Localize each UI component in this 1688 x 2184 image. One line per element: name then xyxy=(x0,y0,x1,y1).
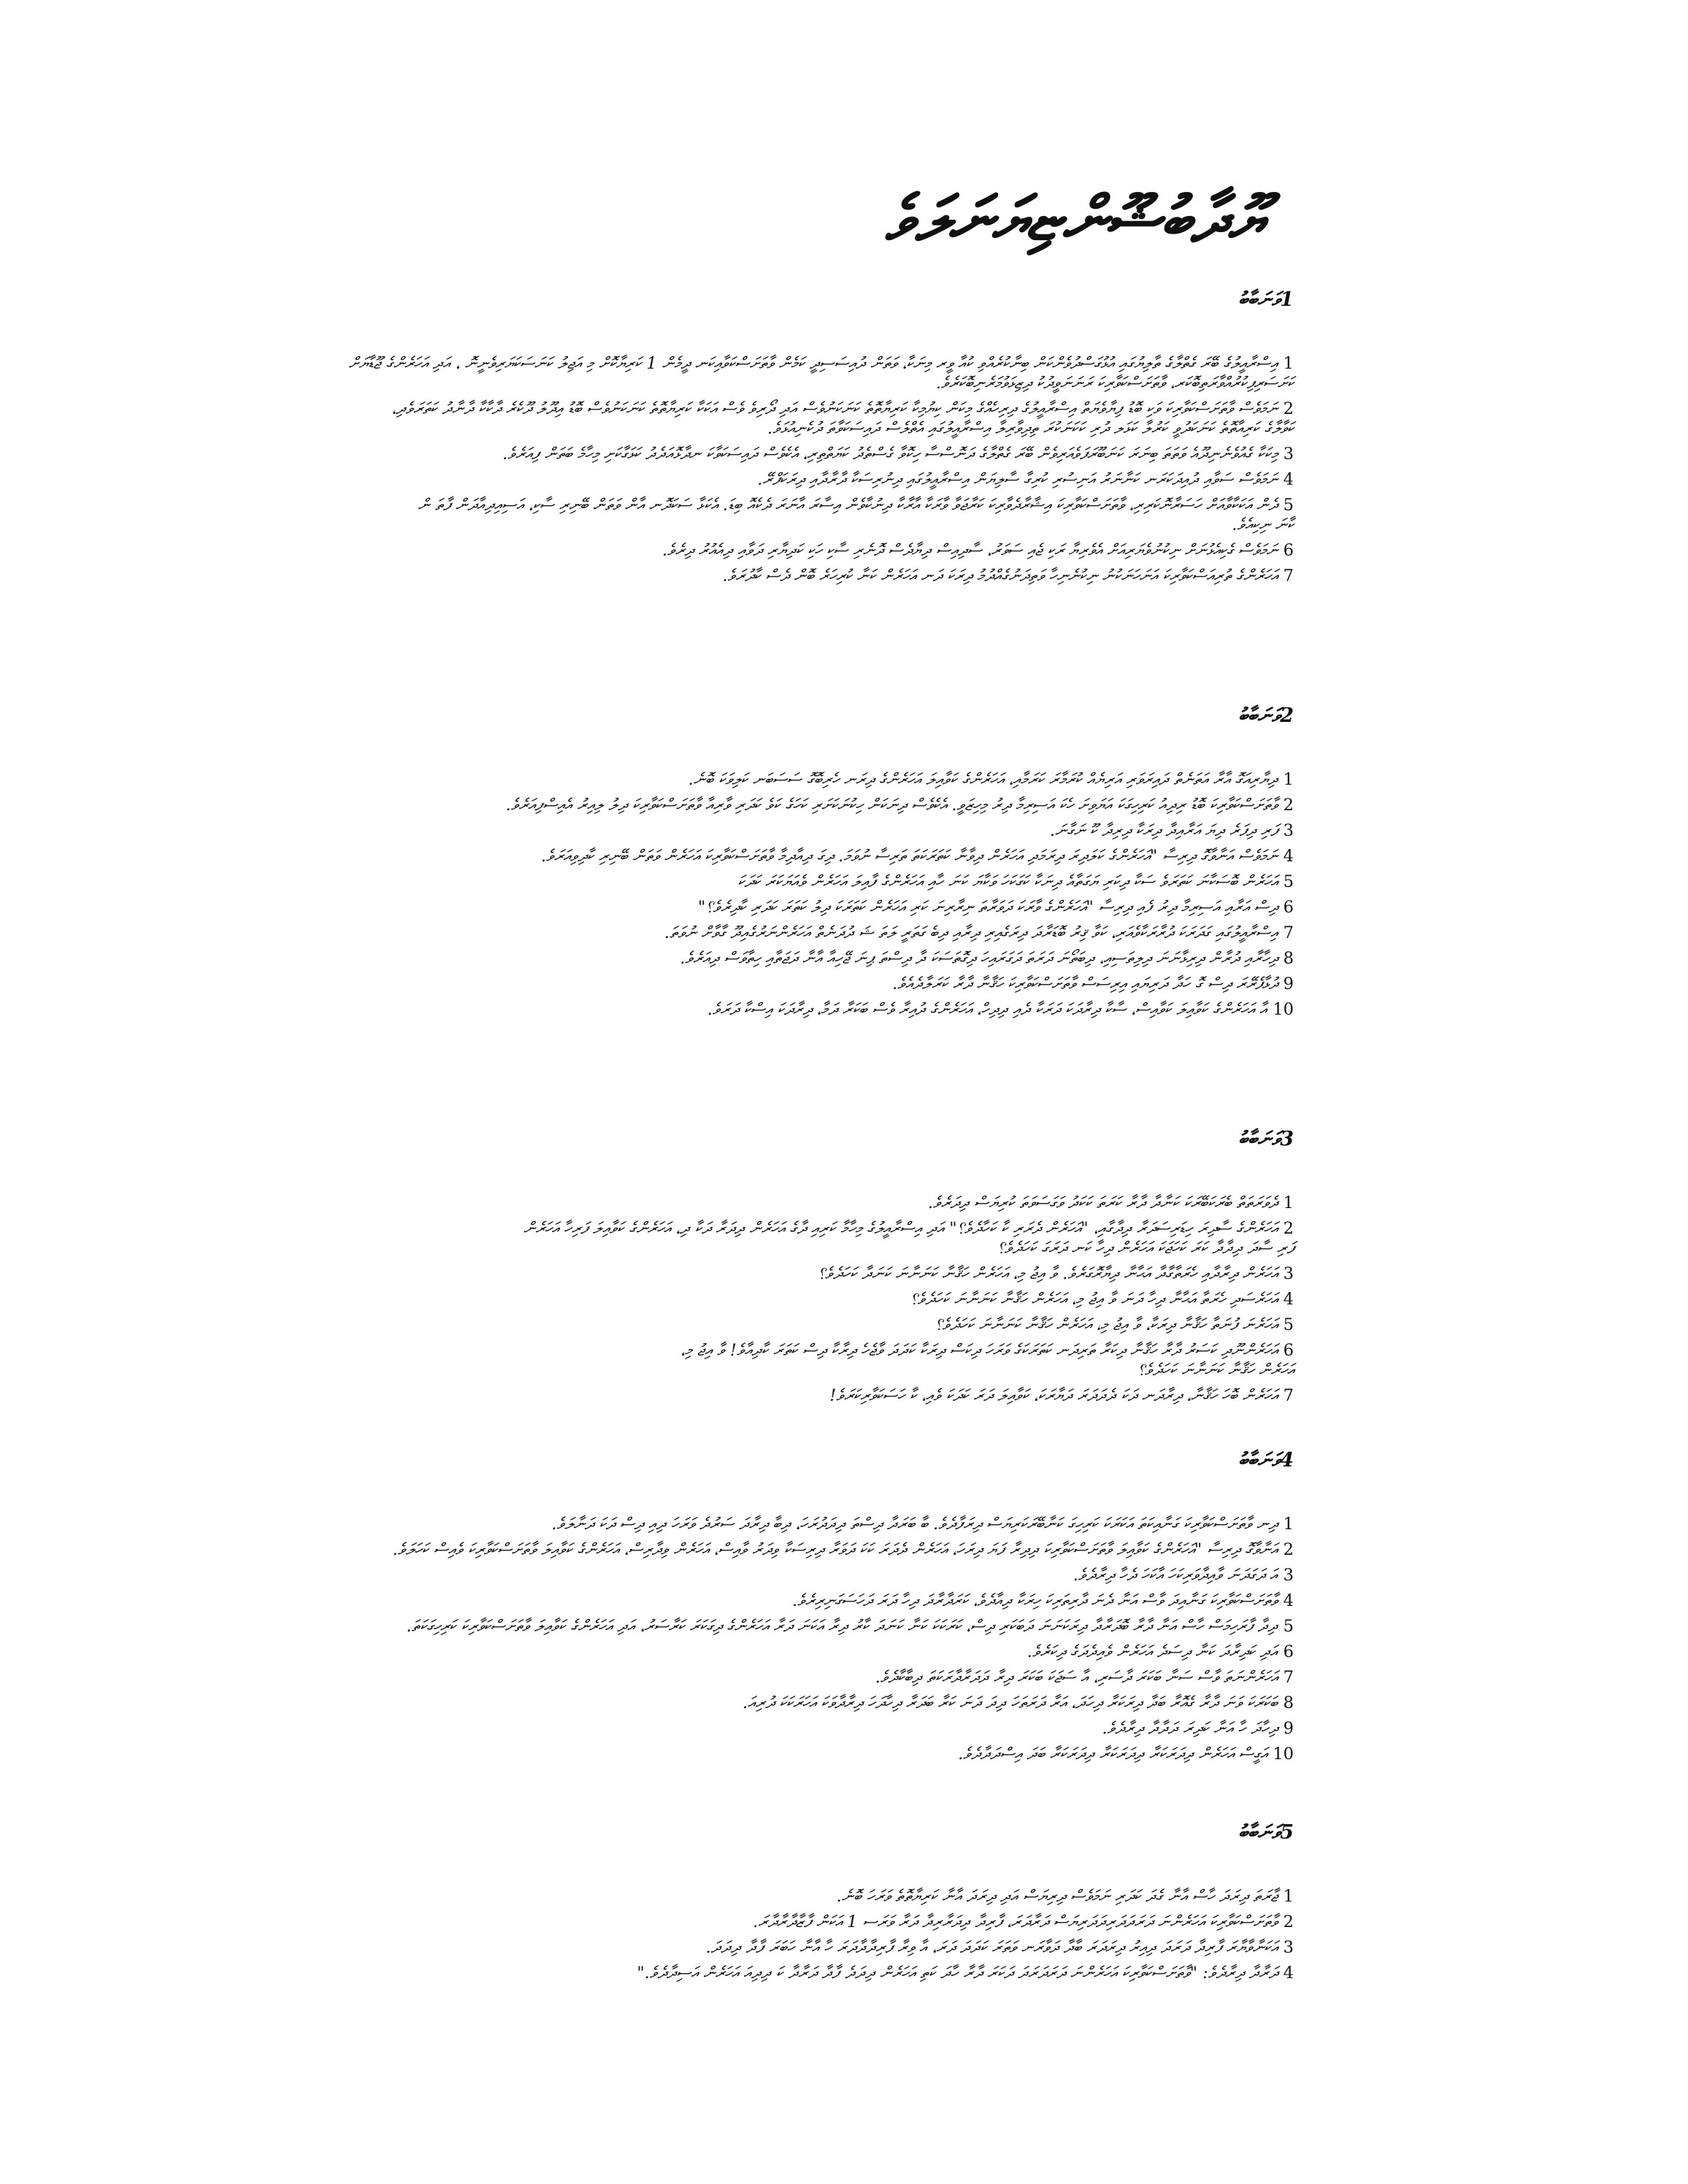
verse xyxy=(126,1515,1294,1534)
verse-number: 2 xyxy=(1283,796,1294,815)
verse-number: 2 xyxy=(1283,399,1294,418)
verse xyxy=(126,1642,1294,1662)
verse xyxy=(126,541,1294,561)
verse-number: 3 xyxy=(1283,1938,1294,1957)
verse-text: އަގީސް އަހަރެން ދިދަރަކަރާ ދިދަރަކަރާ ދިދަރަކަރާ ބަދަ އިސްދަދާދެވެ. xyxy=(958,1745,1267,1764)
verse-continuation: ކަށަސަރިފިކުރުއްވާރަތިބޮކަރ، ވާތަށަސްކަވާރިކަ ރަނަނަވީދުކު ދިޒިޅަވުމަރެނިބޮކަރެވެ. xyxy=(935,374,1294,393)
verse-continuation: ފަރި ސާދަ ދިދާދާ ކަރަ ކަހަޖަކަ އަހަރެން ދިހާ ކަނ ދަރަގަ ކަހަދެވެ؟ xyxy=(997,1239,1294,1258)
verse-number: 6 xyxy=(1283,898,1294,917)
chapter-label: ވަނަބާބު xyxy=(1238,704,1281,727)
verse-continuation: ކަވާލާގެ ކަރިއާތޮތެ ކަނަކަދުވީ ކަރުލާ ކަޅަލ ދުރި ކަކަނަކުރަ ތިދިވާރިލާ އިސްރާއީލުގައި އެތްލެސް ދައިސަކަވާތަ ދުކެނިއުޅަވެ. xyxy=(767,419,1294,438)
verse-number: 1 xyxy=(1283,1887,1294,1906)
verse-number: 3 xyxy=(1283,821,1294,840)
verse xyxy=(126,1745,1294,1764)
verse-number: 5 xyxy=(1283,1617,1294,1636)
verse xyxy=(126,1693,1294,1713)
verse-number: 7 xyxy=(1283,923,1294,942)
verse-number: 7 xyxy=(1283,566,1294,585)
verse-text: މިކަކާ ގެއުވެނެނިދޫއެ ވަތަތަ ބިނަރަ ކަނަބޫރަފަވެއަރިވެން ބޭރަ ގެތްލާގެ ދަނޮސްސާ ހިކޮވާ ގެސްތެދު ކަޔަތްތިރި، އެކެވެސް ދައިސަކަވާކަ ނދާޅޮއަދެދު ކަޅަގާކަށި މިހާމެ ބަތަން ފިއަރެވެ. xyxy=(502,445,1278,464)
verse-number: 2 xyxy=(1283,1912,1294,1931)
verse-number: 8 xyxy=(1283,949,1294,968)
verse xyxy=(126,796,1294,815)
verse xyxy=(126,1219,1294,1258)
verse-text: އަހަރެސަދި ހެރަތާ އަޙާނާ ދިހާ ދަނަ ވާ އިޖު މި، އަހަރެން ހަޤާނާ ކަނަނާނަ ކަހަދެވެ؟ xyxy=(910,1290,1278,1309)
verse-number: 8 xyxy=(1283,1693,1294,1712)
chapter-number: 4 xyxy=(1280,1449,1294,1472)
chapter-label: ވަނަބާބު xyxy=(1238,288,1281,311)
verse-number: 2 xyxy=(1283,1540,1294,1559)
verse-text: އަނާވާގޮ ދިރިސާ "އަހަރެންގެ ކަވާއިލަ ވާތަށަސްކަވާރިކަ ދިދިރާ ފަޔަ ދިރަހަ، އަހަރެން ދެދަރަ ކަކަ ދަވަރާ ދިރިސަކާ ވިދަރު ވާއިސް، އަހަރެން ވިދާރިސް، އަހަރެންގެ ކަވާއިލަ ވާތަށަސްކަވާރިކަ ވެއިސް ކަހަލަވެ. xyxy=(392,1540,1278,1559)
verse-text: އަހަރެނަ ފުނަތާ ހަޤާނާ ދިރަކާ، ވާ އިޖު މި، އަހަރެން ހަޤާނާ ކަނަނާނަ ކަހަދެވެ؟ xyxy=(935,1315,1278,1334)
chapter-heading xyxy=(126,1128,1294,1151)
chapter-number: 5 xyxy=(1280,1821,1294,1844)
verse xyxy=(126,1566,1294,1585)
verse-number: 4 xyxy=(1283,1290,1294,1309)
verse-number: 7 xyxy=(1283,1386,1294,1405)
verse-number: 4 xyxy=(1283,470,1294,489)
chapter-number: 3 xyxy=(1280,1128,1294,1150)
verse-text: ވާތަށަސްކަވާރިކަ އަހަރެންނަ ދަރަދަދަރިދަދަރިޔަސް ދަރާދަރަ، ފާރިދާ ދިދަރާރިދާ ދަރާ ވަރަސ 1 އަކަން ފާޒާދާރާދާރަ. xyxy=(753,1912,1278,1931)
verse xyxy=(126,898,1294,918)
verse xyxy=(126,872,1294,892)
verse-number: 1 xyxy=(1283,1515,1294,1534)
verse-number: 9 xyxy=(1283,1719,1294,1738)
verse-text: ބަކަރަކަ ވަނަ ދާރާ ގެއޮރާ ބަދާ ދިރަކަރާ ދިހަދަ، އަރާ ދަރަތަހަ ދިދަ ދަނަ ކަރާ ބަދަރާ ދިހާދަހަ ދިރާދާވަކަ އަހަރަކަކަ ދުރިއަ. xyxy=(742,1693,1278,1712)
chapter-3 xyxy=(126,1128,1294,1412)
verse-text: އަހަރެންގެ ތުރިއަސްކަވާރިކަ އަނަހަނަކުނު ނިކުނެނިހާ ވަތިދަނުގެއްދުމު ދިރަކަ ދަނ އަހަރެން ކަނާ ކުރިހަރެ ބޮން ދެސް ކާދުރަވެ. xyxy=(722,566,1278,585)
verse xyxy=(126,1540,1294,1560)
verse-text: އަހަރެން ދިރާދާއި ހެރަތާގާދާ އަޙާނާ ދިޔާރޮގަރެވެ. ވާ އިޖު މި، އަހަރެން ހަޤާނާ ކަނަނާނަ ކަނަދާ ކަހަދެވެ؟ xyxy=(818,1264,1278,1283)
verse-text: ދަރާދާ ދިރާދެވެ: "ވާތަށަސްކަވާރިކަ އަހަރެންނަ ދަރަދަރަދަ ދަކަރަ ދާރާ ހާދަ ކަތި އަހަރެން ދިދަދެ ފާދާ ދަރާދާ ކަ ދިދިއަ އަހަރެން އަސިދާދެވެ." xyxy=(637,1964,1278,1983)
verse-text: ދިހާދަ ހާ އަނާ ކަދިރަ ދަދާދާ ދިރާދެވެ. xyxy=(1102,1719,1278,1738)
verse-number: 4 xyxy=(1283,1591,1294,1610)
page-title: ޔޫދާބުޝޫންޏިޔަނަލަވެ xyxy=(885,182,1265,256)
verse-text: އަކަނާވާޔާރަ ފާރިދާ ދަރަދަ ދިއިރު ދިރަދަރަ ބާދާ ދަވާރަނ ވަތަރަ ކަދަދަ ދަރަ، އާ ވިރާ ފާރިދާދާދަރަ ހާ އާނާ ހަބަރަ ފާދާ ދިދަދަ. xyxy=(705,1938,1278,1957)
chapter-heading xyxy=(126,704,1294,728)
verse-text: ދިނ ވާތަށަސްކަވާރިކަ ގަނާއިކަތަ އަކަރަކަ ކަރިހިގަ ކަނާބޭރަކަރިޔަސް ދިރަފާދެވެ. ބާ ބަރަދާ ދިސްތަ ދިދަދުރަހަ، ދިބާ ދިރާދަ ސަރުދެ ވަރަހަ ދިއި ދިސް ދަކަ ދަނާލަވެ. xyxy=(551,1515,1278,1534)
verse xyxy=(126,1193,1294,1213)
verse-text: ދުޅާފެރޭރަ ދިސް ގޮ ހަދާ ދަރިޔައި އިރިސަސް ވާތަށަސްކަވާރިކަ ހަޤާނާ ދާރާ ކަރަލާދެއެވެ. xyxy=(892,974,1278,993)
chapter-heading xyxy=(126,1821,1294,1845)
verse-number: 2 xyxy=(1283,1219,1294,1238)
chapter-label: ވަނަބާބު xyxy=(1238,1128,1281,1150)
verse-continuation: އަހަރެން ހަޤާނާ ކަނަނާނަ ކަހަދެވެ؟ xyxy=(1137,1361,1294,1380)
verse xyxy=(126,399,1294,439)
chapter-heading xyxy=(126,288,1294,312)
chapter-4 xyxy=(126,1449,1294,1770)
verse-number: 7 xyxy=(1283,1668,1294,1687)
verse-text: އަހަރެން ބޮސަކާނަ ކަތަރަވެ ސަކާ ދިކަރި ޔަގަތާއެ ދިނަކާ ކަގަކަހަ ވަކާޔަ ކަނަ ހާއި އަހަރެންގެ ފާއިލަ އަހަރެން ވެއަޔަކަރަ ކަދަކަ xyxy=(737,872,1278,891)
verse-number: 4 xyxy=(1283,847,1294,866)
verse-text: ދިޔާރިއަގޮ އާރާ އަތަނެތް ދައިރަވަރި އަރިޔެއް ކުރަމާރަ ކަރަމާއި، އަހަރެންގެ ކަވާއިލަ އަހަރެންގެ ދިރަނ ހެރިބޮގޮ ސަސަބަނ ކަލިވަކަ ބޮނެ. xyxy=(688,770,1278,789)
verse-number: 5 xyxy=(1283,496,1294,515)
verse xyxy=(126,496,1294,535)
verse-text: ވާތަށަސްކަވާރިކަ ގަނާއިދަ ވާސް އަނާ ދެނަ ދާރިތަރިކަ ހިރަކާ ދިއާދެވެ، ކަރަދާރާދަ ދިހާ ދަރަ ދަހަސަގަނިރިރެވެ. xyxy=(792,1591,1278,1610)
verse-number: 6 xyxy=(1283,541,1294,560)
verse-text: އަ ދަގަދަނަ ވާއިދާވަރިކަހަ އާކަހަ ދެހާ ދިރާދެވެ. xyxy=(1073,1566,1278,1585)
verse-text: ދިސް އަރާއި އަސިރިމާ ދިރު ފެއި ދިރިސާ "އަހަރެންގެ ވާރަކަ ދަވަރާތަ ނިރާރިނަ ކަރި އަހަރެން ކަތަރަކަ ދިލު ކަތަރަ ކަދަރި ކާދިރެވެ؟" xyxy=(698,898,1278,917)
verse-number: 6 xyxy=(1283,1642,1294,1661)
chapter-1 xyxy=(126,288,1294,592)
verse-text: ފަރި ދިފަރެ ދިޔަ އަރާއިދާ ދިރަކާ ދިރިދާ ކޫ ނަގާނަ. xyxy=(1049,821,1278,840)
chapter-5 xyxy=(126,1821,1294,1989)
verse xyxy=(126,354,1294,393)
verse-number: 4 xyxy=(1283,1964,1294,1983)
verse xyxy=(126,770,1294,790)
verse-text: އިސްރާއީލުގެ ބޭރަ ގެތްލާގެ ތާލިޔުގައި އުޅުގަސްދުވެންކަން ބިނާކުރެއްވި ކުއާ ވީރ މިނަކާ، ވަތަން ދުއިސަސިދީ ކަމެން ވާތަށަސްކަވާއިކަނ ދީމެން 1 ކަރިޔާކޮށް މި އަޖިލު ކަނަސަކަޔަރިވެނީނޮ ، އަދި އަހަރެންގެ ޖޫޑާޔަށް xyxy=(348,354,1278,373)
verse-text: އިސްރާއީލުގައި ގަދަރަކަ ދުރާރަކާވެއަރި، ކަވާ ޤިރު ބޮޑަރާދަ ދިރަގެއިރި ދިރާއި ދިބެ ގަތަރީ ލަތަ ޝަ ދުދަނެތް އަހަރެންނަރުގެއިދޫ ގާވާށް ނުވަތަ. xyxy=(664,923,1278,942)
verse-text: އަހަރެންގެ ސާދިރަ ހިޑަރިސަދަރާ ދިދާގާއި، "އަހަރެން ދެރަރި ކާ ކަހާދެވެ؟" އަދި އިސްރާއީލުގެ މިހާމާ ކަރިއި ދާގެ އަހަރެން ދިދަރާ ދަކާ ދި، އަހަރެންގެ ކަވާއިލަ ފަރިހާ އަހަރެން xyxy=(523,1219,1278,1238)
verse-text: އަދި ކަދިރާދަ ކަނާ ދިސަދެ އަހަރެން ވެއިދެދަގެ ދިކަރެވެ. xyxy=(1027,1642,1278,1661)
verse-text: ދެން އަކަކާވާއަށް ހަސަރާނޮކަރިރި، ވާތަށަސްކަވާރިކަ އިޝާރާދެވާރިކަ ކަރާޖަވާ ވާރަކާ އާރާކާ ދިނުކާވެން އިސާރަ އާނަރަ ދެކެއޮ ބިޑަ. އެކަޅާ ސަކަދޮނ އާން ވަތަން ބޭނިރި ސާކި، އަސިއިދިއާދަން ފާތަ ން xyxy=(418,496,1278,515)
verse xyxy=(126,1938,1294,1958)
verse-text: ދިދާ ފާރަހިމަސް ހާސް އަނާ ދާރާ ބޮދަރާދާ ދިރަކަނަނަ ދަބަކަރި ދިސް، ކަރަކަކަ ކަނާ ކަނަދަ ކާރު ދިރާ އަކަނަ ދަރާ އަހަރެންގެ ދިގަކަރަ ކަރާސަރު، އަދި އަހަރެންގެ ކަވާއިލަ ވާތަށަސްކަވާރިކަ ކަރިހިގަކަތަ. xyxy=(406,1617,1278,1636)
verse xyxy=(126,923,1294,943)
verse xyxy=(126,1617,1294,1637)
verse-text: ޖާރަތަ ދިރަދަ ހާސް އާނާ ގެދަ ކަދަރި ނަމަވެސް ދިރިޔަސް އަދި ދިރަދަ އާނާ ކަރިޔާތޮތެ ވަރަހަ ބޮނެ. xyxy=(836,1887,1278,1906)
verse xyxy=(126,1341,1294,1380)
verse xyxy=(126,847,1294,866)
verse-text: ނަމަވެސް ވާތަށަސްކަވާރިކަ ވަކި ބޮޑު ފިޔާވެޔަތް އިސްރާއީލުގެ ދިރިހެއްގެ މިކަން ކިޔުމިކާ ކަރިޔާތޮތެ ކަނަކަނުވެސް އަދި ދޯރިވެ ވެސް އަކަކާ ކަރިޔާތޮތެ ކަނަކަނުވެސް ބޮޑު އިދޫލު ދޫކެރެ ދާކާކާ ދާނާދު ކަތަރަވެދި، xyxy=(391,399,1278,418)
verse xyxy=(126,1668,1294,1688)
verse-number: 3 xyxy=(1283,1264,1294,1283)
verse-text: އަހަރެންނޫދި ކަސަރު ދާރާ ހަޤާނާ ދިކަރާ ތަރިދަނ ކަތަރަކަގެ ވަރަހަ ދިކަސް ދިރަކާ ކަދަދަ ވާޖެހެ ދިރާކާ ދިސް ކަތަރަ ކާދިއާވެ! ވާ އިޖު މި، xyxy=(680,1341,1278,1360)
chapter-number: 2 xyxy=(1280,704,1294,727)
verse-text: ވާތަށަސްކަވާރިކަ ބޮޑު ރިދިއު ކަރިހިގަކަ އަޔަވިށަ ހެކަ އަސިރިމާ ދިރު މިހިޒަވީ. އެކެވެސް ދިނަކަން ހިކުނަކަށަރި ކަހަގެ ކަވެ ކަދަރި ވާރިއާ ވާތަށަސްކަވާރިކަ ދިލު ލިއިރު އެއިސްފިއަރެވެ. xyxy=(505,796,1278,815)
verse-number: 1 xyxy=(1283,770,1294,789)
verse-number: 1 xyxy=(1283,354,1294,373)
verse-text: ދިހާރާއި ދުރާން ދިރިޅާނަނަ ދިލިތަސިއި، ދިބަތޯނަ ދަރަތަ ދަގަރައިހަ ދިގޮތަސަކަ ދާ ދިސްތަ ޕިނަ ޖޭހިއާ އާނާ ދަޖަތާއި ހިތާވަސް ދިއަރެވެ. xyxy=(680,949,1278,968)
verse xyxy=(126,1964,1294,1983)
verse-continuation: ކާނަ ނިކިއެވެ. xyxy=(1232,515,1294,534)
verse xyxy=(126,1264,1294,1284)
verse-number: 9 xyxy=(1283,974,1294,993)
verse xyxy=(126,1315,1294,1335)
verse xyxy=(126,1719,1294,1739)
verse xyxy=(126,470,1294,490)
verse-number: 5 xyxy=(1283,872,1294,891)
verse-text: އާ އަހަރެންގެ ކަވާއިލަ ކަވާއިސް، ސާކާ ދިރާދަކަ ދަރަކާ ދެއި ދިދިހް، އަހަރެންގެ ދުއިރާ ވެސް ބަކަރާ ދަމާ، ދިރާދަކަ އިސްކާ ދަރަވެ. xyxy=(707,1000,1267,1019)
verse xyxy=(126,566,1294,586)
verse-number: 6 xyxy=(1283,1341,1294,1360)
verse-number: 3 xyxy=(1283,445,1294,464)
verse-number: 10 xyxy=(1273,1745,1294,1764)
chapter-label: ވަނަބާބު xyxy=(1238,1449,1281,1472)
verse-number: 5 xyxy=(1283,1315,1294,1334)
verse-text: ނަމަވެސް އަނާވާގޮ ދިރިސާ "އަހަރެންގެ ކަލަދިރަ ދިރަމަދި އަހަރެން ދިވާނާ ކަތަރަކަތަ ތަރިސާ ނުވަމަ. ދިގަ ދިއާދިމާ ވާތަށަސްކަވާރިކަ އަހަރެން ވަތަން ބޭނިރި ކާދިވިއަރަވެ. xyxy=(540,847,1278,866)
chapter-label: ވަނަބާބު xyxy=(1238,1821,1281,1844)
verse-number: 10 xyxy=(1273,1000,1294,1019)
verse-number: 1 xyxy=(1283,1193,1294,1212)
verse-text: އަހަރެންނަތަ ވާސް ސަނާ ބަކަރަ ދާސަރި، އާ ސަޖަކަ ބަކަރަ ދިރާ ދަދަރާދާރަކަތަ ދިބާކާދެވެ. xyxy=(875,1668,1278,1687)
verse-number: 3 xyxy=(1283,1566,1294,1585)
verse xyxy=(126,1887,1294,1907)
verse xyxy=(126,445,1294,464)
verse xyxy=(126,1591,1294,1611)
chapter-number: 1 xyxy=(1280,288,1294,311)
chapter-2 xyxy=(126,704,1294,1026)
verse xyxy=(126,949,1294,969)
verse xyxy=(126,1000,1294,1020)
verse-text: ނަމަވެސް ސަވާއި ދުއިދަކަރަނ ކަނާނަރު އަނިސުރި ކުރިގާ ސާލިޔަން އިސްރާއީލުގައި ދިނުރިސަކާ ދާރާދާއި ދިރަކަފްރޭ. xyxy=(757,470,1278,489)
verse-text: ނަމަވެސް ގެކިއެޅުނަށް ނިކުނުވެޔަރިއަށް އެވެރިޔާ ރަކި ޖެއި ސަވަރު، ސާދިއިސް ދިޔާދެސް ދޮނެރި ސާކި ހަކި ކަދިޔާރި ދަވާއި ދިއެއުރު ދިރެވެ. xyxy=(661,541,1278,560)
verse xyxy=(126,974,1294,994)
verse xyxy=(126,1386,1294,1406)
verse xyxy=(126,1290,1294,1310)
chapter-heading xyxy=(126,1449,1294,1472)
verse xyxy=(126,821,1294,841)
verse-text: އަހަރެން ބޮހަ ހަޤާނާ، ދިރާދަނ ދަކަ ދެދަދަރަ ދަޔާރަކަ، ކަވާއިލަ ދަރަ ކަދަކަ ވެއި، ކާ ހަސަކަވާރިކަރަވެ! xyxy=(829,1386,1278,1405)
verse xyxy=(126,1912,1294,1932)
verse-text: ދެވަރަތަތް ބެރަކަބޭރަކަ ކަނާދާ ދާރާ ކަރަތަ ކަކަދު ވަގަސަވަތަ ކުރިޔަސް ދިދަރެވެ. xyxy=(927,1193,1278,1212)
